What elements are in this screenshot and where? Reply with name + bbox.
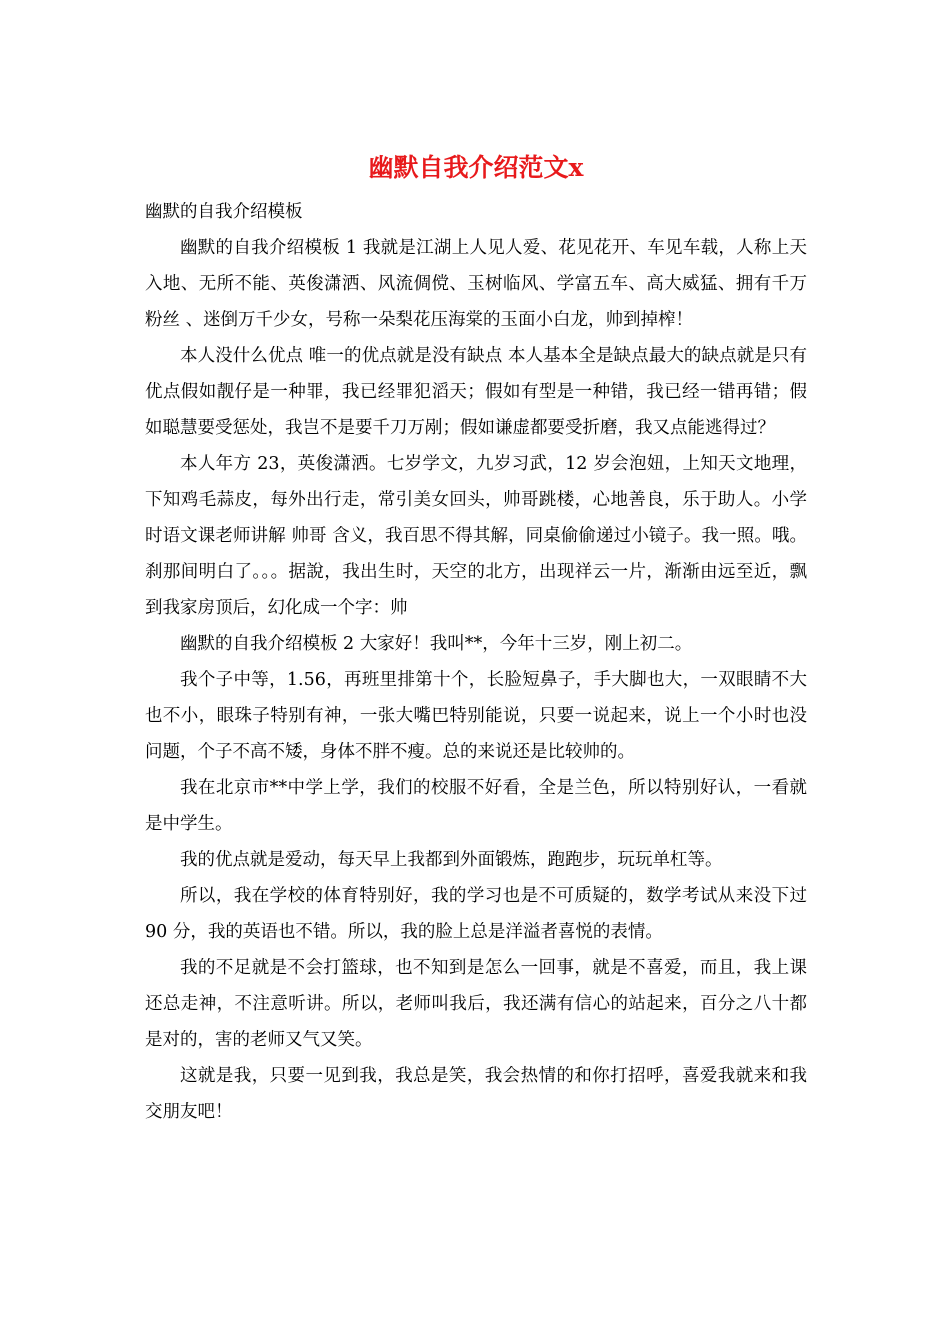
paragraph-4: 幽默的自我介绍模板 2 大家好！我叫**，今年十三岁，刚上初二。 (180, 634, 693, 654)
paragraph-7: 我的优点就是爱动，每天早上我都到外面锻炼，跑跑步，玩玩单杠等。 (180, 850, 723, 870)
document-subtitle: 幽默的自我介绍模板 (145, 202, 303, 222)
paragraph-8: 所以，我在学校的体育特别好，我的学习也是不可质疑的，数学考试从来没下过 90 分，我的英语也不错。所以，我的脸上总是洋溢者喜悦的表情。 (145, 886, 807, 942)
paragraph-6: 我在北京市**中学上学，我们的校服不好看，全是兰色，所以特别好认，一看就是中学生。 (145, 778, 807, 834)
paragraph-9: 我的不足就是不会打篮球，也不知到是怎么一回事，就是不喜爱，而且，我上课还总走神，不注意听讲。所以，老师叫我后，我还满有信心的站起来，百分之八十都是对的，害的老师又气又笑。 (145, 958, 807, 1050)
paragraph-1: 幽默的自我介绍模板 1 我就是江湖上人见人爱、花见花开、车见车载，人称上天入地、无所不能、英俊潇洒、风流倜傥、玉树临风、学富五车、高大威猛、拥有千万 粉丝 、迷倒万千少女，号称一朵梨花压海棠的玉面小白龙，帅到掉榨！ (145, 238, 807, 330)
paragraph-3: 本人年方 23，英俊潇洒。七岁学文，九岁习武，12 岁会泡妞，上知天文地理，下知鸡毛蒜皮，每外出行走，常引美女回头，帅哥跳楼，心地善良，乐于助人。小学时语文课老师讲解 帅哥 含义，我百思不得其解，同桌偷偷递过小镜子。我一照。哦。刹那间明白了。。。据說，我出生时，天空的北方，出现祥云一片，渐渐由远至近，飘到我家房顶后，幻化成一个字：帅 (145, 454, 807, 618)
document-title: 幽默自我介绍范文x (368, 153, 584, 182)
paragraph-5: 我个子中等，1.56，再班里排第十个，长脸短鼻子，手大脚也大，一双眼睛不大也不小，眼珠子特别有神，一张大嘴巴特别能说，只要一说起来，说上一个小时也没问题，个子不高不矮，身体不胖不瘦。总的来说还是比较帅的。 (145, 670, 807, 762)
paragraph-10: 这就是我，只要一见到我，我总是笑，我会热情的和你打招呼，喜爱我就来和我交朋友吧！ (145, 1066, 807, 1122)
document-page (145, 150, 807, 1130)
paragraph-2: 本人没什么优点 唯一的优点就是没有缺点 本人基本全是缺点最大的缺点就是只有优点假如靓仔是一种罪，我已经罪犯滔天；假如有型是一种错，我已经一错再错；假如聪慧要受惩处，我岂不是要千刀万剐；假如谦虚都要受折磨，我又点能逃得过？ (145, 346, 807, 438)
